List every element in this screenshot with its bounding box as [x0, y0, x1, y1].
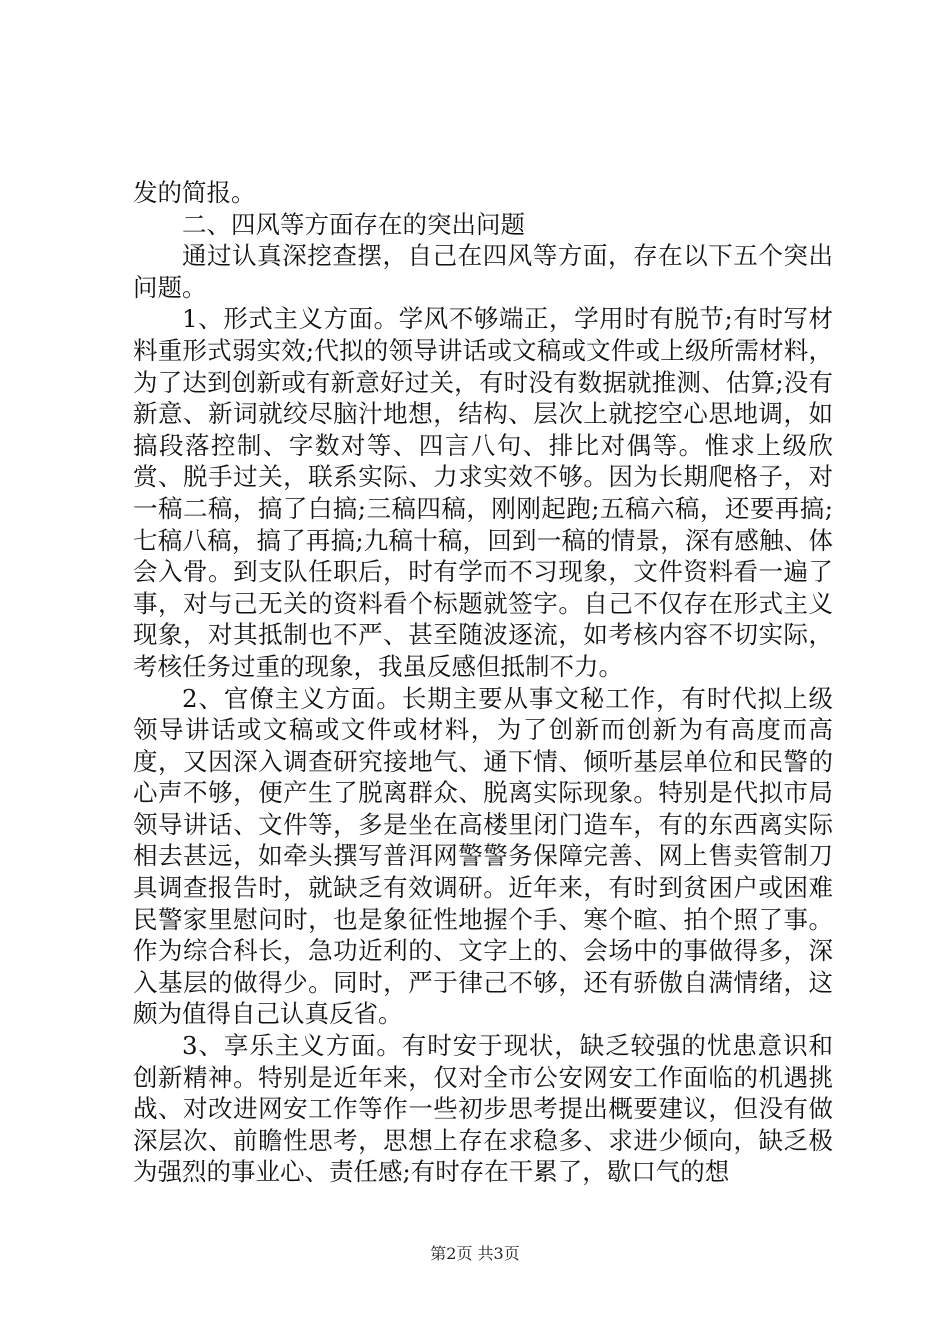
paragraph-hedonism: 3、享乐主义方面。有时安于现状，缺乏较强的忧患意识和创新精神。特别是近年来，仅对全市公安网安工作面临的机遇挑战、对改进网安工作等作一些初步思考提出概要建议，但没有做深层次、前瞻性思考，思想上存在求稳多、求进少倾向，缺乏极为强烈的事业心、责任感;有时存在干累了，歇口气的想 [133, 1031, 833, 1187]
page-number-footer: 第2页 共3页 [430, 1244, 520, 1263]
section-heading: 二、四风等方面存在的突出问题 [182, 209, 525, 239]
paragraph-intro: 通过认真深挖查摆，自己在四风等方面，存在以下五个突出问题。 [133, 241, 833, 302]
paragraph-continuation: 发的简报。 [133, 178, 256, 207]
document-body [133, 177, 833, 1188]
paragraph-bureaucratism: 2、官僚主义方面。长期主要从事文秘工作，有时代拟上级领导讲话或文稿或文件或材料，为了创新而创新为有高度而高度，又因深入调查研究接地气、通下情、倾听基层单位和民警的心声不够，便产生了脱离群众、脱离实际现象。特别是代拟市局领导讲话、文件等，多是坐在高楼里闭门造车，有的东西离实际相去甚远，如牵头撰写普洱网警警务保障完善、网上售卖管制刀具调查报告时，就缺乏有效调研。近年来，有时到贫困户或困难民警家里慰问时，也是象征性地握个手、寒个暄、拍个照了事。作为综合科长，急功近利的、文字上的、会场中的事做得多，深入基层的做得少。同时，严于律己不够，还有骄傲自满情绪，这颇为值得自己认真反省。 [133, 683, 833, 1029]
paragraph-formalism: 1、形式主义方面。学风不够端正，学用时有脱节;有时写材料重形式弱实效;代拟的领导讲话或文稿或文件或上级所需材料，为了达到创新或有新意好过关，有时没有数据就推测、估算;没有新意、新词就绞尽脑汁地想，结构、层次上就挖空心思地调，如搞段落控制、字数对等、四言八句、排比对偶等。惟求上级欣赏、脱手过关，联系实际、力求实效不够。因为长期爬格子，对一稿二稿，搞了白搞;三稿四稿，刚刚起跑;五稿六稿，还要再搞;七稿八稿，搞了再搞;九稿十稿，回到一稿的情景，深有感触、体会入骨。到支队任职后，时有学而不习现象，文件资料看一遍了事，对与己无关的资料看个标题就签字。自己不仅存在形式主义现象，对其抵制也不严、甚至随波逐流，如考核内容不切实际，考核任务过重的现象，我虽反感但抵制不力。 [133, 304, 833, 681]
